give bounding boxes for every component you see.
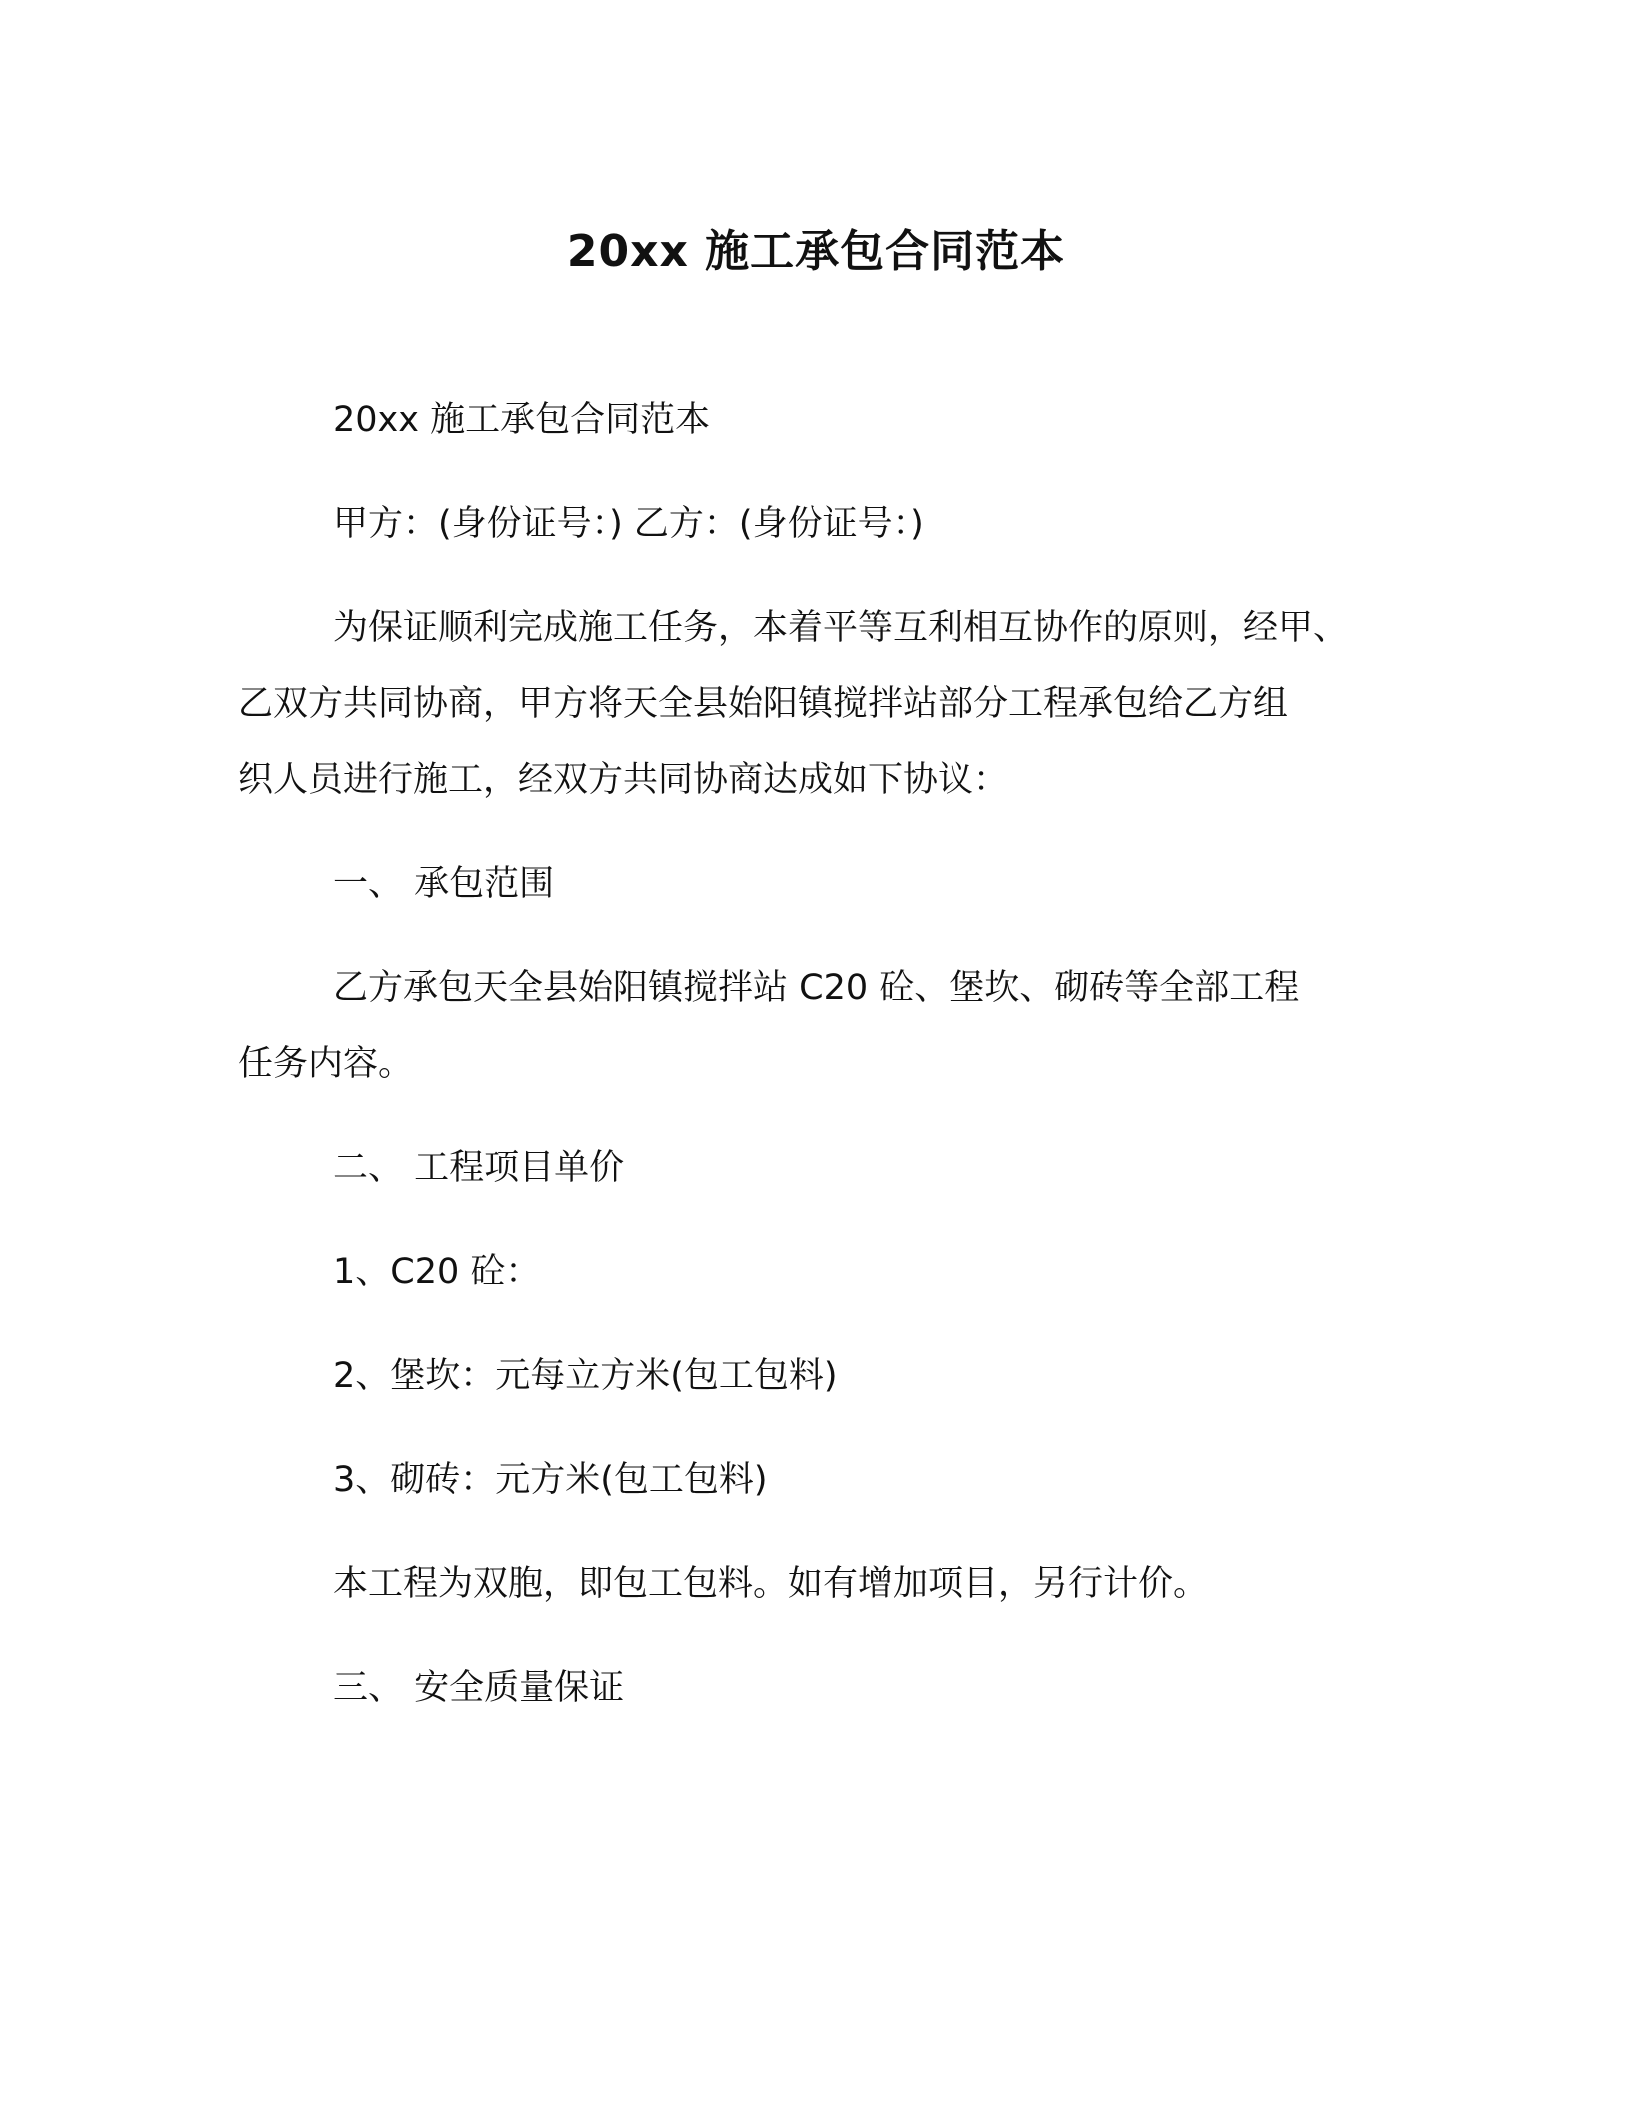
price-item-brickwork: 3、砌砖：元方米(包工包料) (333, 1460, 768, 1500)
parties-line: 甲方：(身份证号：) 乙方：(身份证号：) (333, 504, 924, 544)
section-1-heading: 一、 承包范围 (333, 864, 555, 904)
intro-line-2: 乙双方共同协商，甲方将天全县始阳镇搅拌站部分工程承包给乙方组 (238, 684, 1289, 724)
document-title: 20xx 施工承包合同范本 (566, 226, 1066, 277)
document-subtitle: 20xx 施工承包合同范本 (333, 400, 711, 440)
section-2-note: 本工程为双胞，即包工包料。如有增加项目，另行计价。 (333, 1564, 1209, 1604)
price-item-retaining-wall: 2、堡坎：元每立方米(包工包料) (333, 1356, 838, 1396)
section-2-heading: 二、 工程项目单价 (333, 1148, 625, 1188)
section-1-body-line-2: 任务内容。 (238, 1044, 414, 1084)
section-1-body-line-1: 乙方承包天全县始阳镇搅拌站 C20 砼、堡坎、砌砖等全部工程 (333, 968, 1300, 1008)
price-item-c20: 1、C20 砼： (333, 1252, 541, 1292)
intro-line-1: 为保证顺利完成施工任务，本着平等互利相互协作的原则，经甲、 (333, 608, 1349, 648)
intro-line-3: 织人员进行施工，经双方共同协商达成如下协议： (238, 760, 1009, 800)
section-3-heading: 三、 安全质量保证 (333, 1668, 625, 1708)
